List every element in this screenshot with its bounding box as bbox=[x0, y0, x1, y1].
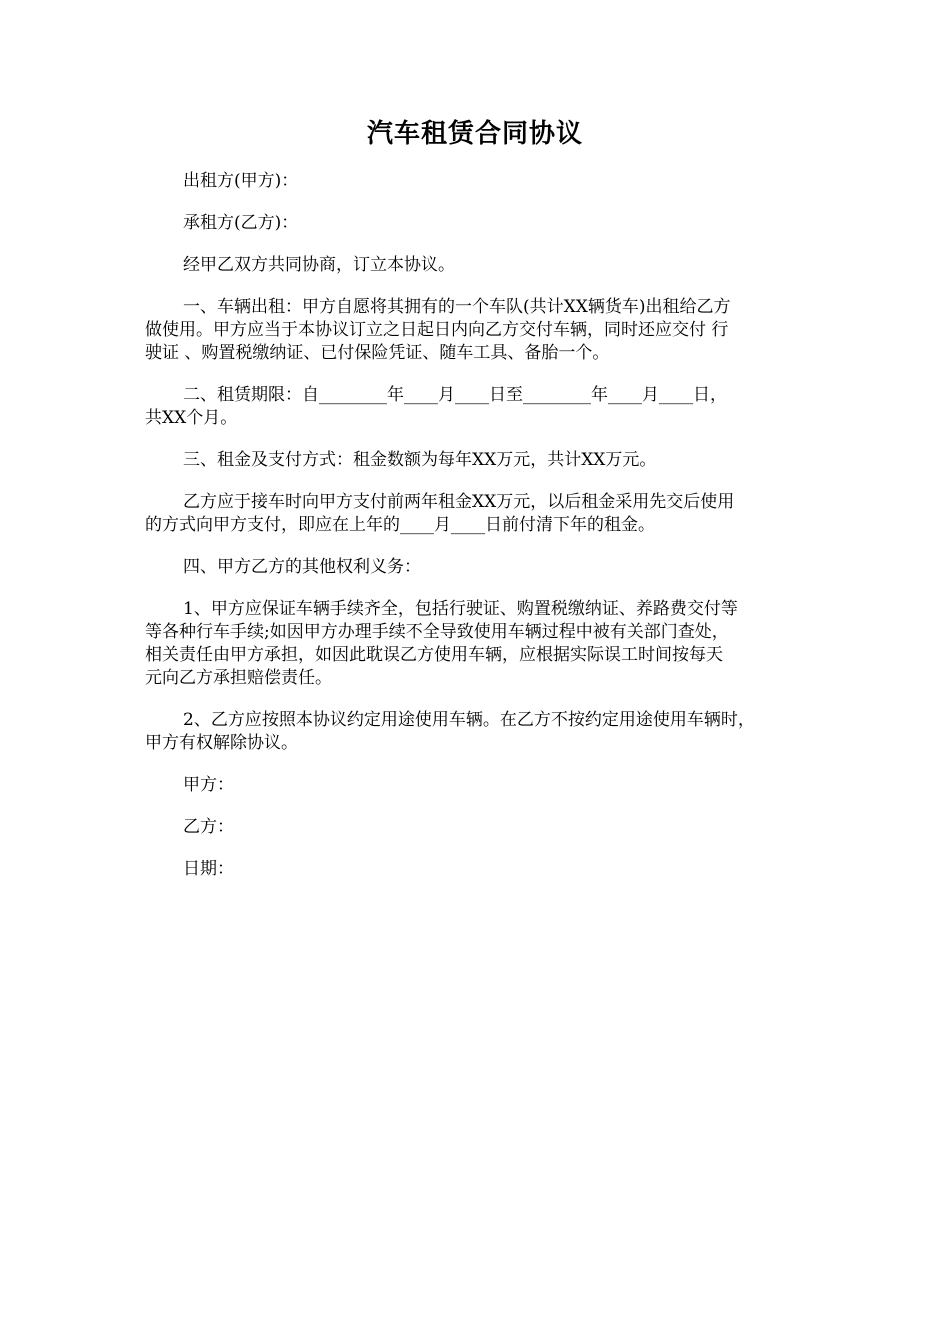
text-line: 日期： bbox=[183, 859, 234, 879]
agreement-intro bbox=[145, 254, 810, 277]
text-line: 经甲乙双方共同协商，订立本协议。 bbox=[183, 255, 455, 275]
text-line: 共XX个月。 bbox=[145, 408, 238, 428]
text-line: 甲方： bbox=[183, 775, 234, 795]
text-line: 等各种行车手续;如因甲方办理手续不全导致使用车辆过程中被有关部门查处， bbox=[145, 622, 729, 642]
text-line: 1、甲方应保证车辆手续齐全，包括行驶证、购置税缴纳证、养路费交付等 bbox=[183, 599, 738, 619]
lessor-party-line bbox=[145, 170, 810, 193]
text-line: 2、乙方应按照本协议约定用途使用车辆。在乙方不按约定用途使用车辆时， bbox=[183, 710, 755, 730]
text-line: 的方式向甲方支付，即应在上年的____月____日前付清下年的租金。 bbox=[145, 515, 655, 535]
document-body bbox=[145, 170, 810, 900]
text-line: 做使用。甲方应当于本协议订立之日起日内向乙方交付车辆，同时还应交付 行 bbox=[145, 320, 729, 340]
text-line: 三、租金及支付方式：租金数额为每年XX万元，共计XX万元。 bbox=[183, 450, 657, 470]
signature-date bbox=[145, 858, 810, 881]
text-line: 四、甲方乙方的其他权利义务： bbox=[183, 557, 421, 577]
text-line: 乙方应于接车时向甲方支付前两年租金XX万元，以后租金采用先交后使用 bbox=[183, 492, 735, 512]
text-line: 驶证 、购置税缴纳证、已付保险凭证、随车工具、备胎一个。 bbox=[145, 343, 610, 363]
clause-rights-obligations-heading bbox=[145, 556, 810, 579]
text-line: 二、租赁期限：自________年____月____日至________年____月____日， bbox=[183, 385, 727, 405]
signature-lessor bbox=[145, 774, 810, 797]
text-line: 乙方： bbox=[183, 817, 234, 837]
clause-rent-payment bbox=[145, 449, 810, 472]
text-line: 相关责任由甲方承担，如因此耽误乙方使用车辆，应根据实际误工时间按每天 bbox=[145, 645, 723, 665]
signature-lessee bbox=[145, 816, 810, 839]
text-line: 元向乙方承担赔偿责任。 bbox=[145, 668, 332, 688]
clause-prepayment bbox=[145, 491, 810, 537]
clause-lessor-obligation bbox=[145, 598, 810, 690]
lessee-party-line bbox=[145, 212, 810, 235]
text-line: 承租方(乙方)： bbox=[183, 213, 299, 233]
text-line: 出租方(甲方)： bbox=[183, 171, 299, 191]
clause-lease-term bbox=[145, 384, 810, 430]
text-line: 甲方有权解除协议。 bbox=[145, 733, 298, 753]
document-title: 汽车租赁合同协议 bbox=[366, 119, 583, 149]
text-line: 一、车辆出租：甲方自愿将其拥有的一个车队(共计XX辆货车)出租给乙方 bbox=[183, 297, 731, 317]
clause-vehicle-rental bbox=[145, 296, 810, 365]
clause-lessee-obligation bbox=[145, 709, 810, 755]
